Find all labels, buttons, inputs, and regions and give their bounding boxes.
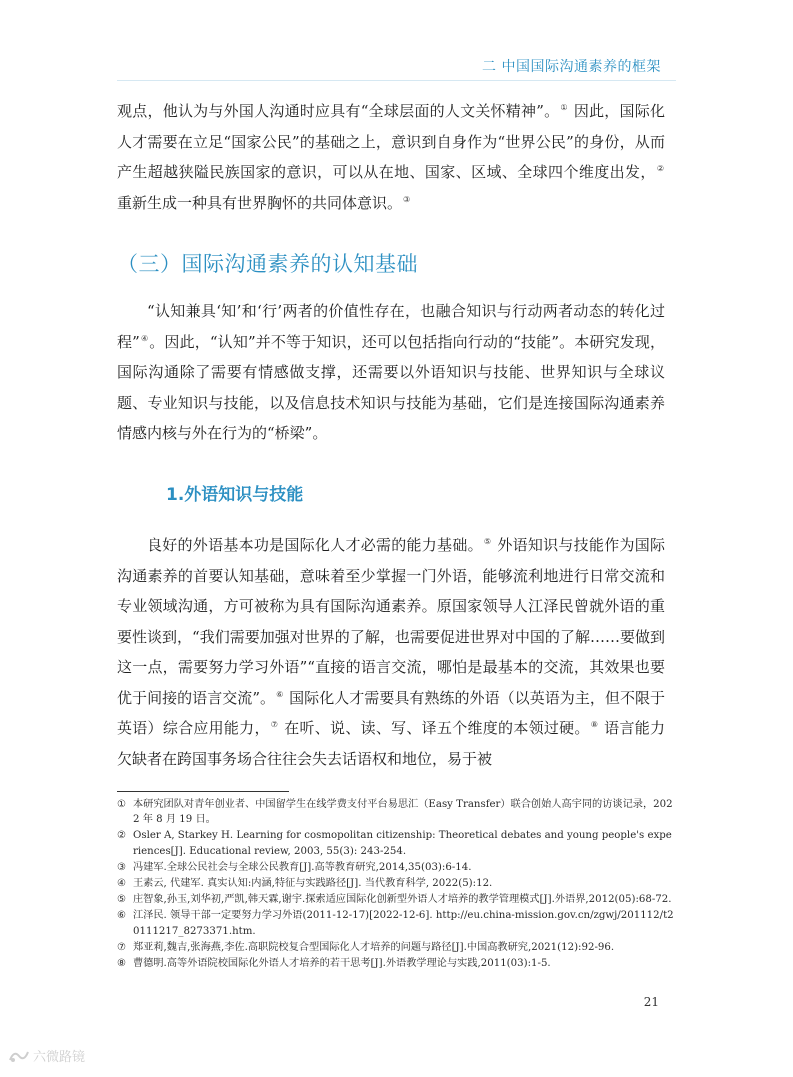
footnote-marker: ② [117, 830, 127, 842]
paragraph-3-text-1: 良好的外语基本功是国际化人才必需的能力基础。 [147, 536, 483, 554]
footnote-item [117, 892, 675, 907]
footnote-item [117, 828, 675, 858]
footnote-text: 庄智象,孙玉,刘华初,严凯,韩天霖,谢宇.探索适应国际化创新型外语人才培养的教学管理模式[J].外语界,2012(05):68-72. [133, 894, 672, 906]
footnote-ref-1[interactable]: ① [560, 103, 568, 112]
paragraph-2-text-2: 。因此，“认知”并不等于知识，还可以包括指向行动的“技能”。本研究发现，国际沟通除了需要有情感做支撑，还需要以外语知识与技能、世界知识与全球议题、专业知识与技能，以及信息技术知识与技能为基础，它们是连接国际沟通素养情感内核与外在行为的“桥梁”。 [117, 332, 665, 442]
paragraph-3-text-3: 国际化人才需要具有熟练的外语（以英语为主，但不限于英语）综合应用能力， [117, 688, 666, 737]
paragraph-3 [117, 530, 665, 774]
footnote-marker: ⑤ [117, 894, 127, 906]
running-header: 二 中国国际沟通素养的框架 [482, 59, 661, 75]
footnote-item [117, 940, 675, 955]
footnote-separator [117, 791, 289, 792]
page-number: 21 [643, 995, 659, 1009]
footnote-text: 郑亚莉,魏吉,张海燕,李佐.高职院校复合型国际化人才培养的问题与路径[J].中国高教研究,2021(12):92-96. [133, 941, 615, 953]
paragraph-1-text-1: 观点，他认为与外国人沟通时应具有“全球层面的人文关怀精神”。 [117, 102, 560, 120]
footnote-text: 曹德明.高等外语院校国际化外语人才培养的若干思考[J].外语教学理论与实践,2011(03):1-5. [133, 958, 551, 970]
footnote-item [117, 908, 675, 938]
footnote-marker: ③ [117, 861, 127, 873]
footnote-ref-2[interactable]: ② [656, 164, 664, 173]
paragraph-3-text-4: 在听、说、读、写、译五个维度的本领过硬。 [279, 719, 590, 737]
footnote-ref-7[interactable]: ⑦ [270, 720, 279, 729]
paragraph-2 [117, 296, 665, 449]
footnote-marker: ④ [117, 878, 127, 890]
footnote-text: 本研究团队对青年创业者、中国留学生在线学费支付平台易思汇（Easy Transfer）联合创始人高宇同的访谈记录，2022 年 8 月 19 日。 [133, 799, 673, 826]
footnote-marker: ⑦ [117, 941, 127, 953]
footnotes [117, 797, 675, 972]
watermark-logo-icon [8, 1048, 30, 1064]
paragraph-1-text-2: 因此，国际化人才需要在立足“国家公民”的基础之上，意识到自身作为“世界公民”的身份，从而产生超越狭隘民族国家的意识，可以从在地、国家、区域、全球四个维度出发， [117, 102, 666, 181]
footnote-text: 王素云, 代建军. 真实认知:内涵,特征与实践路径[J]. 当代教育科学, 2022(5):12. [133, 878, 493, 890]
footnote-text: Osler A, Starkey H. Learning for cosmopolitan citizenship: Theoretical debates and young people's experiences[J]. Educational review, 2003, 55(3): 243-254. [133, 830, 672, 857]
watermark-text: 六微路镜 [33, 1050, 86, 1065]
subsection-heading: 1.外语知识与技能 [166, 485, 304, 505]
footnote-text: 江泽民. 领导干部一定要努力学习外语(2011-12-17)[2022-12-6]. http://eu.china-mission.gov.cn/zgwj/201112/t20111217_8273371.htm. [133, 910, 674, 937]
footnote-marker: ① [117, 799, 127, 810]
paragraph-3-text-2: 外语知识与技能作为国际沟通素养的首要认知基础，意味着至少掌握一门外语，能够流利地进行日常交流和专业领域沟通，方可被称为具有国际沟通素养。原国家领导人江泽民曾就外语的重要性谈到，“我们需要加强对世界的了解，也需要促进世界对中国的了解……要做到这一点，需要努力学习外语”“直接的语言交流，哪怕是最基本的交流，其效果也要优于间接的语言交流”。 [117, 536, 665, 707]
watermark [8, 1046, 85, 1065]
footnote-marker: ⑥ [117, 910, 127, 922]
footnote-ref-6[interactable]: ⑥ [276, 689, 284, 699]
paragraph-3-text-5: 语言能力欠缺者在跨国事务场合往往会失去话语权和地位，易于被 [117, 719, 665, 768]
footnote-item [117, 956, 675, 971]
footnote-item [117, 860, 675, 875]
header-divider [117, 80, 676, 81]
footnote-item [117, 797, 675, 827]
footnote-ref-4[interactable]: ④ [140, 333, 149, 343]
footnote-item [117, 876, 675, 891]
footnote-text: 冯建军.全球公民社会与全球公民教育[J].高等教育研究,2014,35(03):6-14. [133, 861, 472, 873]
footnote-ref-3[interactable]: ③ [403, 194, 411, 204]
paragraph-1-text-3: 重新生成一种具有世界胸怀的共同体意识。 [117, 193, 403, 212]
footnote-marker: ⑧ [117, 958, 127, 970]
section-heading: （三）国际沟通素养的认知基础 [117, 252, 418, 276]
footnote-ref-5[interactable]: ⑤ [483, 537, 492, 546]
paragraph-1 [117, 96, 665, 218]
paragraph-2-text-1: “认知兼具‘知’和‘行’两者的价值性存在，也融合知识与行动两者动态的转化过程” [117, 302, 665, 351]
footnote-ref-8[interactable]: ⑧ [590, 720, 599, 729]
